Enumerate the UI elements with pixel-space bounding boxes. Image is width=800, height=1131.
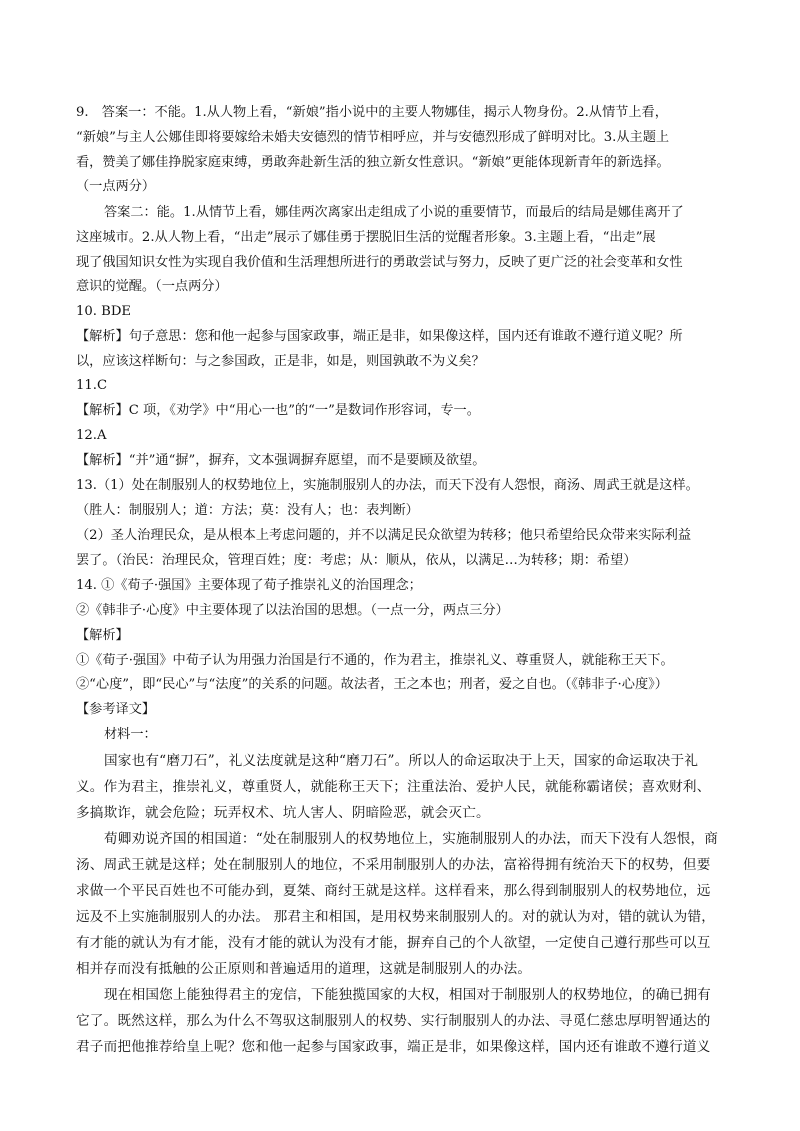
answer-13-part-2-line-1: （2）圣人治理民众，是从根本上考虑问题的，并不以满足民众欲望为转移；他只希望给民众带来实际利益 xyxy=(76,528,692,543)
answer-13-part-2-line-2: 罢了。（治民：治理民众，管理百姓；度：考虑；从：顺从，依从，以满足…为转移；期：希望） xyxy=(76,553,637,568)
answer-9-option-2-line-1: 答案二：能。1.从情节上看，娜佳两次离家出走组成了小说的重要情节，而最后的结局是娜佳离开了 xyxy=(104,205,684,220)
answer-13-part-1-line-1: 13.（1）处在制服别人的权势地位上，实施制服别人的办法，而天下没有人怨恨，商汤、周武王就是这样。 xyxy=(76,478,699,493)
analysis-10-line-2: 以，应该这样断句：与之参国政，正是非，如是，则国孰敢不为义矣？ xyxy=(76,354,485,369)
translation-para-2-line-3: 求做一个平民百姓也不可能办到，夏桀、商纣王就是这样。这样看来，那么得到制服别人的权势地位，远 xyxy=(76,883,711,899)
analysis-12: 【解析】“并”通“摒”，摒弃，文本强调摒弃愿望，而不是要顾及欲望。 xyxy=(76,453,486,468)
answer-11: 11.C xyxy=(76,378,108,393)
answer-14-line-2: ②《韩非子·心度》中主要体现了以法治国的思想。（一点一分，两点三分） xyxy=(76,603,509,618)
answer-9-option-1-score: （一点两分） xyxy=(76,179,156,194)
translation-para-3-line-3: 君子而把他推荐给皇上呢？您和他一起参与国家政事，端正是非，如果像这样，国内还有谁敢不遵行道义 xyxy=(76,1039,711,1055)
translation-para-2-line-2: 汤、周武王就是这样；处在制服别人的地位，不采用制服别人的办法，富裕得拥有统治天下的权势，但要 xyxy=(76,857,711,873)
answer-12: 12.A xyxy=(76,428,107,443)
translation-para-3-line-1: 现在相国您上能独得君主的宠信，下能独揽国家的大权，相国对于制服别人的权势地位，的确已拥有 xyxy=(104,987,711,1003)
answer-9-option-2-line-4: 意识的觉醒。（一点两分） xyxy=(76,279,228,294)
analysis-14-line-1: ①《荀子·强国》中荀子认为用强力治国是行不通的，作为君主，推崇礼义、尊重贤人，就能称王天下。 xyxy=(76,653,674,668)
translation-heading: 【参考译文】 xyxy=(76,702,156,717)
analysis-14-line-2: ②“心度”，即“民心”与“法度”的关系的问题。故法者，王之本也；刑者，爱之自也。（《韩非子·心度》） xyxy=(76,677,668,692)
translation-para-2-line-5: 有才能的就认为有才能，没有才能的就认为没有才能，摒弃自己的个人欲望，一定使自己遵行那些可以互 xyxy=(76,935,711,951)
translation-para-2-line-6: 相并存而没有抵触的公正原则和普遍适用的道理，这就是制服别人的办法。 xyxy=(76,961,532,977)
translation-para-2-line-1: 荀卿劝说齐国的相国道：“处在制服别人的权势地位上，实施制服别人的办法，而天下没有人怨恨，商 xyxy=(104,831,719,847)
answer-9-option-1-line-3: 看，赞美了娜佳挣脱家庭束缚，勇敢奔赴新生活的独立新女性意识。“新娘”更能体现新青年的新选择。 xyxy=(76,155,670,170)
translation-para-1-line-3: 多搞欺诈，就会危险；玩弄权术、坑人害人、阴暗险恶，就会灭亡。 xyxy=(76,805,490,821)
answer-9-option-1-line-2: “新娘”与主人公娜佳即将要嫁给未婚夫安德烈的情节相呼应，并与安德烈形成了鲜明对比。3.从主题上 xyxy=(76,130,670,145)
translation-para-3-line-2: 它了。既然这样，那么为什么不驾驭这制服别人的权势、实行制服别人的办法、寻觅仁慈忠厚明智通达的 xyxy=(76,1013,711,1029)
translation-para-1-line-2: 义。作为君主，推崇礼义，尊重贤人，就能称王天下；注重法治、爱护人民，就能称霸诸侯；喜欢财利、 xyxy=(76,779,711,795)
answer-9-option-2-line-3: 现了俄国知识女性为实现自我价值和生活理想所进行的勇敢尝试与努力，反映了更广泛的社会变革和女性 xyxy=(76,255,683,270)
analysis-11: 【解析】C 项，《劝学》中“用心一也”的“一”是数词作形容词，专一。 xyxy=(76,403,480,418)
answer-14-line-1: 14. ①《荀子·强国》主要体现了荀子推崇礼义的治国理念； xyxy=(76,578,422,593)
translation-para-2-line-4: 远及不上实施制服别人的办法。 那君主和相国，是用权势来制服别人的。对的就认为对，错的就认为错， xyxy=(76,909,716,925)
material-1-heading: 材料一： xyxy=(104,727,157,742)
analysis-10-line-1: 【解析】句子意思：您和他一起参与国家政事，端正是非，如果像这样，国内还有谁敢不遵行道义呢？所 xyxy=(76,329,683,344)
answer-10: 10. BDE xyxy=(76,304,132,319)
answer-9-option-2-line-2: 这座城市。2.从人物上看，“出走”展示了娜佳勇于摆脱旧生活的觉醒者形象。3.主题上看，“出走”展 xyxy=(76,230,656,245)
analysis-14-heading: 【解析】 xyxy=(76,628,129,643)
answer-9-option-1-line-1: 9. 答案一：不能。1.从人物上看，“新娘”指小说中的主要人物娜佳，揭示人物身份。2.从情节上看， xyxy=(76,105,668,120)
translation-para-1-line-1: 国家也有“磨刀石”，礼义法度就是这种“磨刀石”。所以人的命运取决于上天，国家的命运取决于礼 xyxy=(104,753,699,769)
answer-13-part-1-line-2: （胜人：制服别人；道：方法；莫：没有人；也：表判断） xyxy=(76,503,419,518)
